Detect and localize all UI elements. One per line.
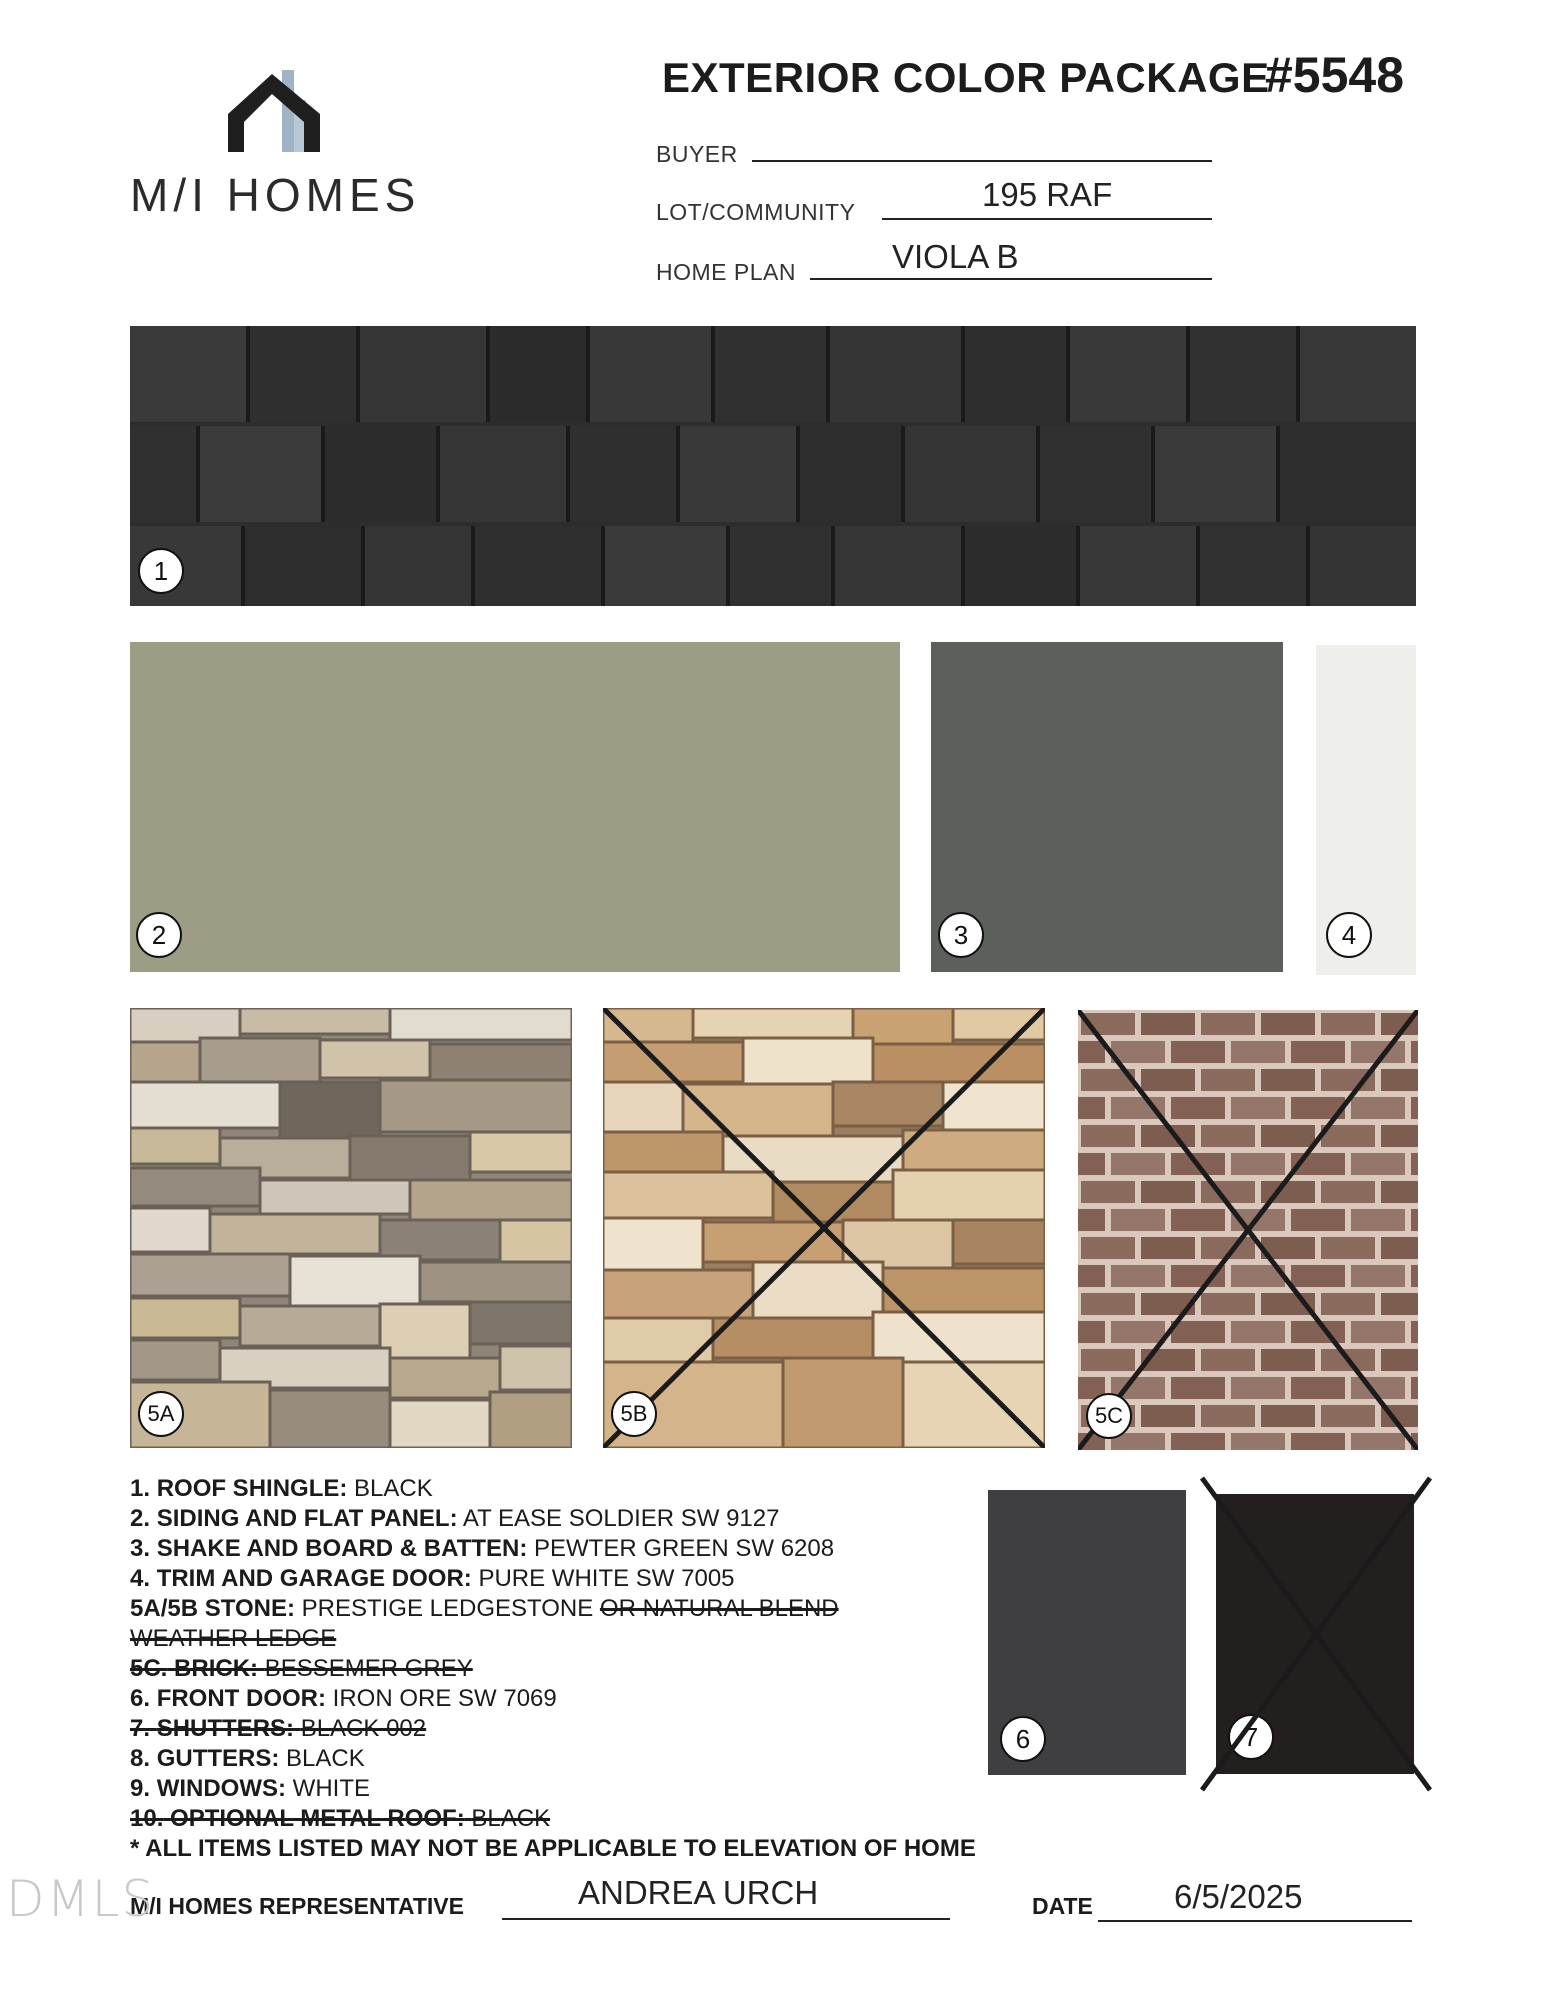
item-windows: 9. WINDOWS: WHITE xyxy=(130,1775,370,1802)
applicability-note: * ALL ITEMS LISTED MAY NOT BE APPLICABLE TO ELEVATION OF HOME xyxy=(130,1835,976,1862)
package-number: #5548 xyxy=(1265,47,1405,103)
watermark: DMLS xyxy=(6,1870,156,1928)
siding-swatch xyxy=(130,642,900,972)
swatch-number-6: 6 xyxy=(1000,1716,1046,1762)
shutters-cross-out xyxy=(1198,1474,1434,1794)
shake-swatch xyxy=(931,642,1283,972)
date-label: DATE xyxy=(1032,1893,1093,1919)
swatch-number-3: 3 xyxy=(938,912,984,958)
representative-label: M/I HOMES REPRESENTATIVE xyxy=(130,1893,464,1919)
swatch-number-2: 2 xyxy=(136,912,182,958)
house-roof-icon xyxy=(224,66,328,156)
roof-shingle-swatch xyxy=(130,326,1416,606)
swatch-number-7: 7 xyxy=(1228,1714,1274,1760)
trim-swatch xyxy=(1316,645,1416,975)
item-metal-roof: 10. OPTIONAL METAL ROOF: BLACK xyxy=(130,1805,551,1832)
front-door-swatch xyxy=(988,1490,1186,1775)
swatch-number-4: 4 xyxy=(1326,912,1372,958)
lot-community-value: 195 RAF xyxy=(982,176,1113,213)
home-plan-line xyxy=(810,278,1212,280)
item-shake: 3. SHAKE AND BOARD & BATTEN: PEWTER GREEN SW 6208 xyxy=(130,1535,835,1562)
lot-community-line xyxy=(882,218,1212,220)
home-plan-value: VIOLA B xyxy=(892,238,1019,275)
stone-5a-swatch xyxy=(130,1008,572,1448)
logo-text: M/I HOMES xyxy=(130,169,421,221)
item-brick: 5C. BRICK: BESSEMER GREY xyxy=(130,1655,473,1682)
item-trim: 4. TRIM AND GARAGE DOOR: PURE WHITE SW 7005 xyxy=(130,1565,735,1592)
item-stone-continued: WEATHER LEDGE xyxy=(130,1625,337,1652)
stone-5b-swatch xyxy=(603,1008,1045,1448)
page-title: EXTERIOR COLOR PACKAGE xyxy=(662,54,1270,101)
buyer-label: BUYER xyxy=(656,141,738,167)
swatch-number-5a: 5A xyxy=(138,1391,184,1437)
lot-community-label: LOT/COMMUNITY xyxy=(656,199,856,225)
brick-5c-swatch xyxy=(1078,1010,1418,1450)
date-value: 6/5/2025 xyxy=(1174,1878,1303,1915)
swatch-number-5c: 5C xyxy=(1086,1393,1132,1439)
representative-line xyxy=(502,1918,950,1920)
item-shutters: 7. SHUTTERS: BLACK 002 xyxy=(130,1715,427,1742)
item-stone: 5A/5B STONE: PRESTIGE LEDGESTONE OR NATURAL BLEND xyxy=(130,1595,839,1622)
date-line xyxy=(1098,1920,1412,1922)
item-siding: 2. SIDING AND FLAT PANEL: AT EASE SOLDIER SW 9127 xyxy=(130,1505,780,1532)
item-front-door: 6. FRONT DOOR: IRON ORE SW 7069 xyxy=(130,1685,557,1712)
home-plan-label: HOME PLAN xyxy=(656,259,796,285)
item-roof-shingle: 1. ROOF SHINGLE: BLACK xyxy=(130,1475,433,1502)
item-gutters: 8. GUTTERS: BLACK xyxy=(130,1745,365,1772)
color-selection-list xyxy=(130,1474,1030,1864)
representative-value: ANDREA URCH xyxy=(578,1874,819,1911)
buyer-line xyxy=(752,160,1212,162)
swatch-number-5b: 5B xyxy=(611,1391,657,1437)
swatch-number-1: 1 xyxy=(138,548,184,594)
